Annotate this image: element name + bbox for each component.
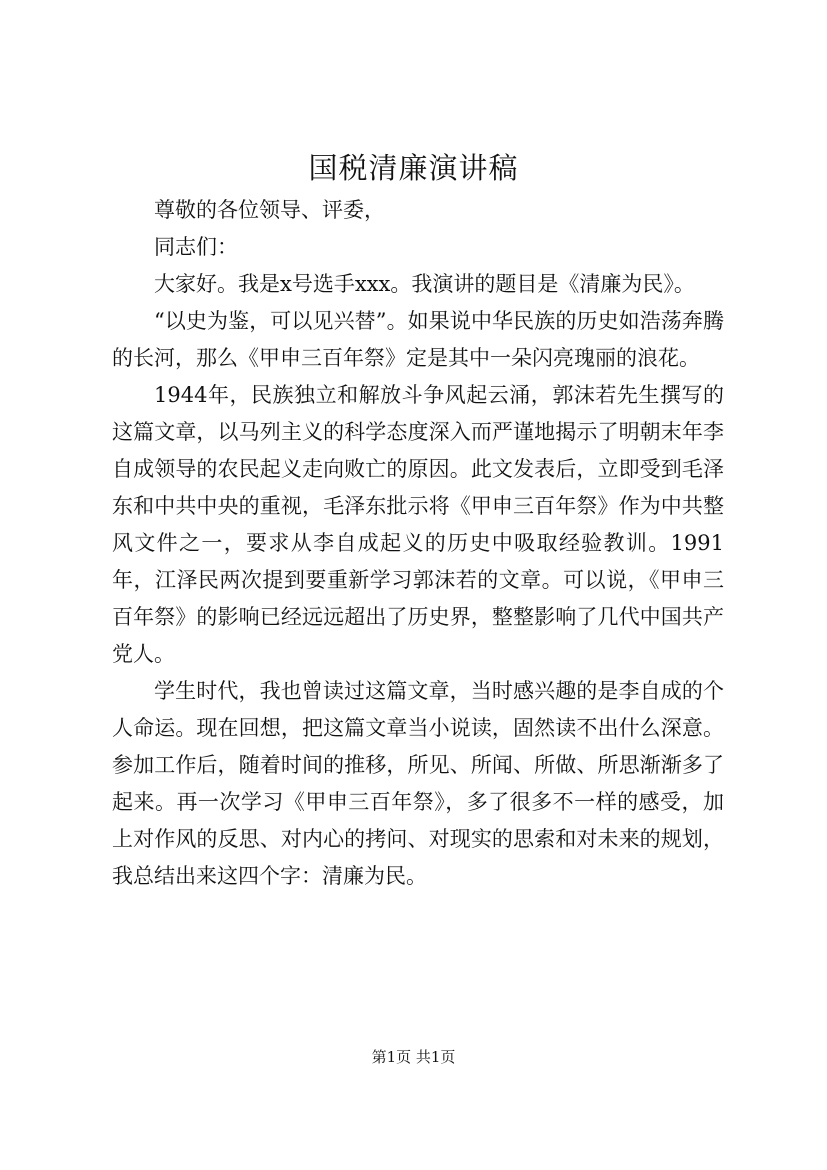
page-number-footer: 第1页 共1页 <box>371 1048 456 1066</box>
paragraph-student-days: 学生时代，我也曾读过这篇文章，当时感兴趣的是李自成的个人命运。现在回想，把这篇文章当小说读，固然读不出什么深意。参加工作后，随着时间的推移，所见、所闻、所做、所思渐渐多了起来。再一次学习《甲申三百年祭》，多了很多不一样的感受，加上对作风的反思、对内心的拷问、对现实的思索和对未来的规划，我总结出来这四个字：清廉为民。 <box>112 679 724 888</box>
paragraph-salutation: 尊敬的各位领导、评委， <box>154 198 385 222</box>
document-body <box>112 192 724 895</box>
document-title: 国税清廉演讲稿 <box>308 151 519 185</box>
paragraph-history-quote: “以史为鉴，可以见兴替”。如果说中华民族的历史如浩荡奔腾的长河，那么《甲申三百年祭》定是其中一朵闪亮瑰丽的浪花。 <box>112 309 724 370</box>
paragraph-1944: 1944年，民族独立和解放斗争风起云涌，郭沫若先生撰写的这篇文章，以马列主义的科学态度深入而严谨地揭示了明朝末年李自成领导的农民起义走向败亡的原因。此文发表后，立即受到毛泽东和中共中央的重视，毛泽东批示将《甲申三百年祭》作为中共整风文件之一，要求从李自成起义的历史中吸取经验教训。1991年，江泽民两次提到要重新学习郭沫若的文章。可以说，《甲申三百年祭》的影响已经远远超出了历史界，整整影响了几代中国共产党人。 <box>112 383 724 666</box>
paragraph-intro: 大家好。我是x号选手xxx。我演讲的题目是《清廉为民》。 <box>154 272 695 296</box>
paragraph-greeting: 同志们： <box>154 235 238 259</box>
